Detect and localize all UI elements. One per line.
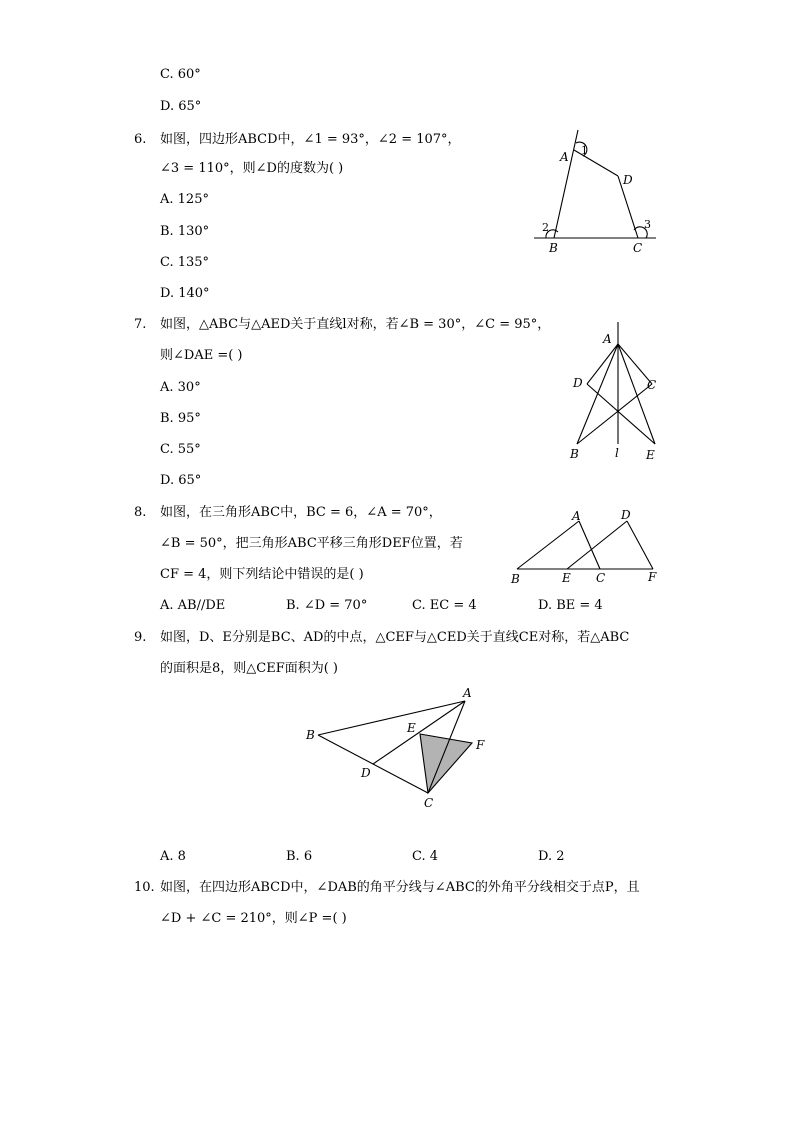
q8-stem-line2: ∠B = 50°，把三角形ABC平移三角形DEF位置，若 [160, 536, 463, 551]
q9-label-f: F [476, 738, 485, 752]
q9-label-e: E [407, 721, 416, 735]
q9-label-a: A [463, 686, 472, 700]
q5-option-c: C. 60° [160, 67, 201, 82]
q8-number: 8. [134, 505, 147, 520]
q7-number: 7. [134, 317, 147, 332]
q6-figure-quadrilateral [530, 128, 660, 258]
q8-option-b: B. ∠D = 70° [286, 598, 368, 613]
q6-label-c: C [633, 241, 643, 255]
q8-stem-line3: CF = 4，则下列结论中错误的是( ) [160, 567, 364, 582]
q6-option-c: C. 135° [160, 255, 210, 270]
q9-stem-line1: 如图，D、E分别是BC、AD的中点，△CEF与△CED关于直线CE对称，若△ABC [160, 630, 630, 645]
q8-figure-translation [505, 505, 665, 590]
q7-option-c: C. 55° [160, 442, 201, 457]
q7-figure-symmetric-triangles [565, 322, 665, 467]
q7-label-e: E [646, 448, 655, 462]
q7-stem-line2: 则∠DAE =( ) [160, 348, 243, 363]
q10-number: 10. [134, 880, 155, 895]
q10-stem-line1: 如图，在四边形ABCD中，∠DAB的角平分线与∠ABC的外角平分线相交于点P，且 [160, 880, 640, 895]
q9-option-b: B. 6 [286, 849, 313, 864]
q8-label-a: A [572, 509, 581, 523]
q6-label-1: 1 [581, 144, 588, 157]
q8-option-a: A. AB//DE [160, 598, 226, 613]
q6-label-d: D [623, 173, 633, 187]
q8-label-d: D [621, 508, 631, 522]
q8-label-e: E [562, 571, 571, 585]
q8-option-d: D. BE = 4 [538, 598, 603, 613]
q6-label-3: 3 [644, 218, 651, 231]
q9-option-d: D. 2 [538, 849, 565, 864]
q8-option-c: C. EC = 4 [412, 598, 477, 613]
q6-stem-line1: 如图，四边形ABCD中，∠1 = 93°，∠2 = 107°， [160, 132, 461, 147]
q8-stem-line1: 如图，在三角形ABC中，BC = 6，∠A = 70°， [160, 505, 442, 520]
q6-option-a: A. 125° [160, 192, 209, 207]
q7-option-d: D. 65° [160, 473, 202, 488]
q9-option-a: A. 8 [160, 849, 186, 864]
q8-label-b: B [511, 572, 520, 586]
q7-option-b: B. 95° [160, 411, 201, 426]
q8-label-c: C [596, 571, 606, 585]
q6-option-b: B. 130° [160, 224, 210, 239]
q9-label-d: D [361, 766, 371, 780]
q6-label-b: B [549, 241, 558, 255]
q9-label-b: B [306, 728, 315, 742]
q6-stem-line2: ∠3 = 110°，则∠D的度数为( ) [160, 161, 344, 176]
q8-label-f: F [648, 570, 657, 584]
q6-label-2: 2 [542, 221, 549, 234]
q5-option-d: D. 65° [160, 99, 202, 114]
q6-option-d: D. 140° [160, 286, 210, 301]
q7-option-a: A. 30° [160, 380, 201, 395]
q7-label-a: A [603, 332, 612, 346]
q6-number: 6. [134, 132, 147, 147]
q9-label-c: C [424, 796, 434, 810]
q6-label-a: A [560, 150, 569, 164]
q9-figure-reflection [300, 683, 500, 813]
q7-label-d: D [573, 376, 583, 390]
q7-stem-line1: 如图，△ABC与△AED关于直线l对称，若∠B = 30°，∠C = 95°， [160, 317, 551, 332]
q9-option-c: C. 4 [412, 849, 439, 864]
q9-number: 9. [134, 630, 147, 645]
q7-label-b: B [570, 447, 579, 461]
q10-stem-line2: ∠D + ∠C = 210°，则∠P =( ) [160, 911, 347, 926]
q7-label-c: C [647, 378, 657, 392]
q9-stem-line2: 的面积是8，则△CEF面积为( ) [160, 661, 339, 676]
q7-label-l: l [615, 446, 619, 460]
